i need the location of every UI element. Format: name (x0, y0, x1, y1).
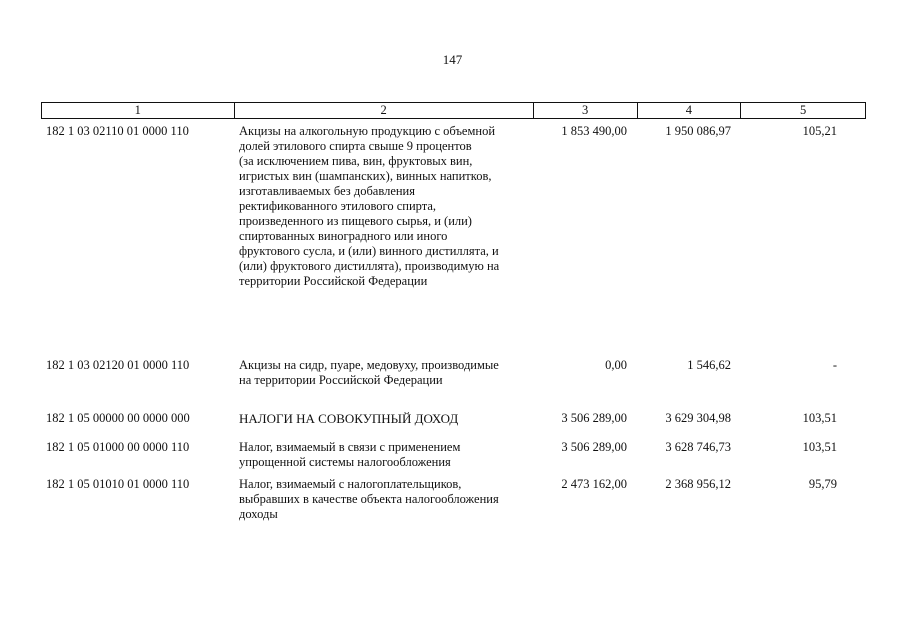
value-column-3: 3 506 289,00 (561, 411, 627, 425)
budget-code: 182 1 03 02120 01 0000 110 (46, 358, 190, 372)
item-description: Акцизы на алкогольную продукцию с объемной долей этилового спирта свыше 9 процентов (за исключением пива, вин, фруктовых вин, игристых вин (шампанских), винных напитков, изготавливаемых без добавления ректификованного этилового спирта, произведенного из пищевого сырья, и (или) спиртованных виноградного или иного фруктового сусла, и (или) винного дистиллята, и (или) фруктового дистиллята), производимую на территории Российской Федерации (239, 124, 500, 288)
value-column-5: 103,51 (802, 440, 837, 454)
column-header-1: 1 (42, 103, 235, 118)
column-header-4: 4 (638, 103, 742, 118)
budget-code: 182 1 05 00000 00 0000 000 (46, 411, 190, 425)
item-description: НАЛОГИ НА СОВОКУПНЫЙ ДОХОД (239, 411, 459, 426)
value-column-4: 1 546,62 (687, 358, 731, 372)
value-column-4: 2 368 956,12 (665, 477, 731, 491)
column-header-2: 2 (235, 103, 534, 118)
column-header-3: 3 (534, 103, 638, 118)
value-column-3: 2 473 162,00 (561, 477, 627, 491)
value-column-5: - (832, 358, 837, 372)
column-header-5: 5 (800, 103, 807, 117)
budget-code: 182 1 05 01000 00 0000 110 (46, 440, 190, 454)
value-column-4: 3 628 746,73 (665, 440, 731, 454)
table-header (41, 102, 866, 119)
budget-code: 182 1 05 01010 01 0000 110 (46, 477, 190, 491)
budget-code: 182 1 03 02110 01 0000 110 (46, 124, 189, 138)
value-column-4: 1 950 086,97 (665, 124, 731, 138)
value-column-3: 3 506 289,00 (561, 440, 627, 454)
page-number: 147 (442, 52, 463, 67)
item-description: Акцизы на сидр, пуаре, медовуху, производимые на территории Российской Федерации (239, 358, 499, 387)
value-column-5: 103,51 (802, 411, 837, 425)
value-column-4: 3 629 304,98 (665, 411, 731, 425)
value-column-3: 1 853 490,00 (561, 124, 627, 138)
value-column-5: 95,79 (808, 477, 837, 491)
value-column-3: 0,00 (605, 358, 627, 372)
value-column-5: 105,21 (802, 124, 837, 138)
item-description: Налог, взимаемый в связи с применением упрощенной системы налогообложения (239, 440, 461, 469)
item-description: Налог, взимаемый с налогоплательщиков, выбравших в качестве объекта налогообложения доходы (239, 477, 499, 521)
